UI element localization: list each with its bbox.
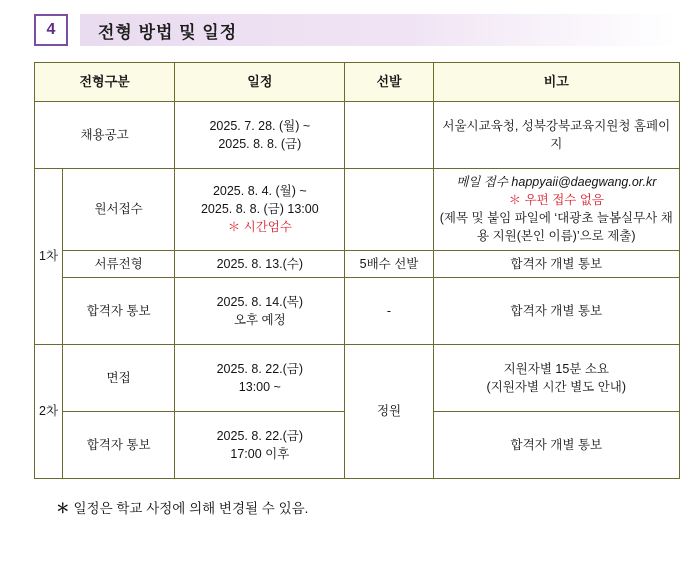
cell-schedule: [175, 250, 345, 277]
schedule-line-1: 2025. 7. 28. (월) ~: [209, 118, 311, 133]
table-row: [35, 344, 680, 411]
column-header-type: 전형구분: [35, 63, 175, 102]
schedule-line-2: 오후 예정: [233, 312, 286, 327]
cell-select: -: [345, 277, 433, 344]
cell-type: 면접: [63, 344, 175, 411]
note-line-1: 지원자별 15분 소요: [503, 361, 609, 376]
note-line-1: 합격자 개별 통보: [510, 256, 603, 271]
table-row: [35, 169, 680, 251]
cell-stage-1st: 1차: [35, 169, 63, 345]
cell-select: [345, 169, 433, 251]
note-line-1: 메일 접수 happyaii@daegwang.or.kr: [456, 175, 657, 189]
section-title-bar: [80, 14, 677, 46]
cell-type: 채용공고: [35, 102, 175, 169]
cell-note: [433, 250, 679, 277]
table-row: [35, 102, 680, 169]
schedule-line-1: 2025. 8. 13.(수): [216, 256, 304, 271]
column-header-note: 비고: [433, 63, 679, 102]
footnote-star: ＊: [56, 500, 70, 516]
schedule-line-2: 2025. 8. 8. (금) 13:00: [200, 202, 319, 217]
cell-type: 합격자 통보: [63, 277, 175, 344]
page-title: 전형 방법 및 일정: [98, 22, 238, 42]
schedule-line-1: 2025. 8. 14.(목): [216, 294, 304, 309]
cell-stage-2nd: 2차: [35, 344, 63, 478]
cell-schedule: [175, 169, 345, 251]
note-line-1: 합격자 개별 통보: [510, 303, 603, 318]
cell-select: 정원: [345, 344, 433, 478]
cell-note: [433, 169, 679, 251]
cell-type: 원서접수: [63, 169, 175, 251]
cell-schedule: [175, 411, 345, 478]
cell-note: [433, 277, 679, 344]
schedule-line-1: 2025. 8. 22.(금): [216, 361, 304, 376]
schedule-line-2: 2025. 8. 8. (금): [218, 137, 302, 151]
cell-type: 서류전형: [63, 250, 175, 277]
note-line-1: 합격자 개별 통보: [510, 437, 603, 452]
table-row: [35, 250, 680, 277]
table-row: [35, 277, 680, 344]
footnote: [56, 497, 677, 517]
cell-schedule: [175, 277, 345, 344]
cell-note: [433, 411, 679, 478]
cell-select: [345, 102, 433, 169]
schedule-line-1: 2025. 8. 4. (월) ~: [212, 184, 307, 199]
column-header-schedule: 일정: [175, 63, 345, 102]
cell-schedule: [175, 344, 345, 411]
table-header-row: [35, 63, 680, 102]
schedule-table: [34, 62, 680, 479]
note-line-2: (지원자별 시간 별도 안내): [486, 379, 627, 394]
footnote-text: 일정은 학교 사정에 의해 변경될 수 있음.: [73, 500, 309, 516]
cell-note: [433, 102, 679, 169]
cell-select: 5배수 선발: [345, 250, 433, 277]
note-line-1: 서울시교육청, 성북강북교육지원청 홈페이지: [442, 118, 671, 151]
schedule-line-3: ＊ 시간엄수: [227, 220, 292, 235]
cell-type: 합격자 통보: [63, 411, 175, 478]
schedule-line-2: 17:00 이후: [230, 446, 290, 461]
column-header-select: 선발: [345, 63, 433, 102]
note-line-2: ＊ 우편 접수 없음: [508, 193, 604, 208]
schedule-line-2: 13:00 ~: [238, 379, 281, 394]
schedule-line-1: 2025. 8. 22.(금): [216, 428, 304, 443]
note-line-3: (제목 및 붙임 파일에 ‘대광초 늘봄실무사 채용 지원(본인 이름)’으로 제출): [439, 211, 673, 244]
cell-schedule: [175, 102, 345, 169]
cell-note: [433, 344, 679, 411]
section-number: 4: [34, 14, 68, 46]
section-header: [34, 14, 677, 48]
